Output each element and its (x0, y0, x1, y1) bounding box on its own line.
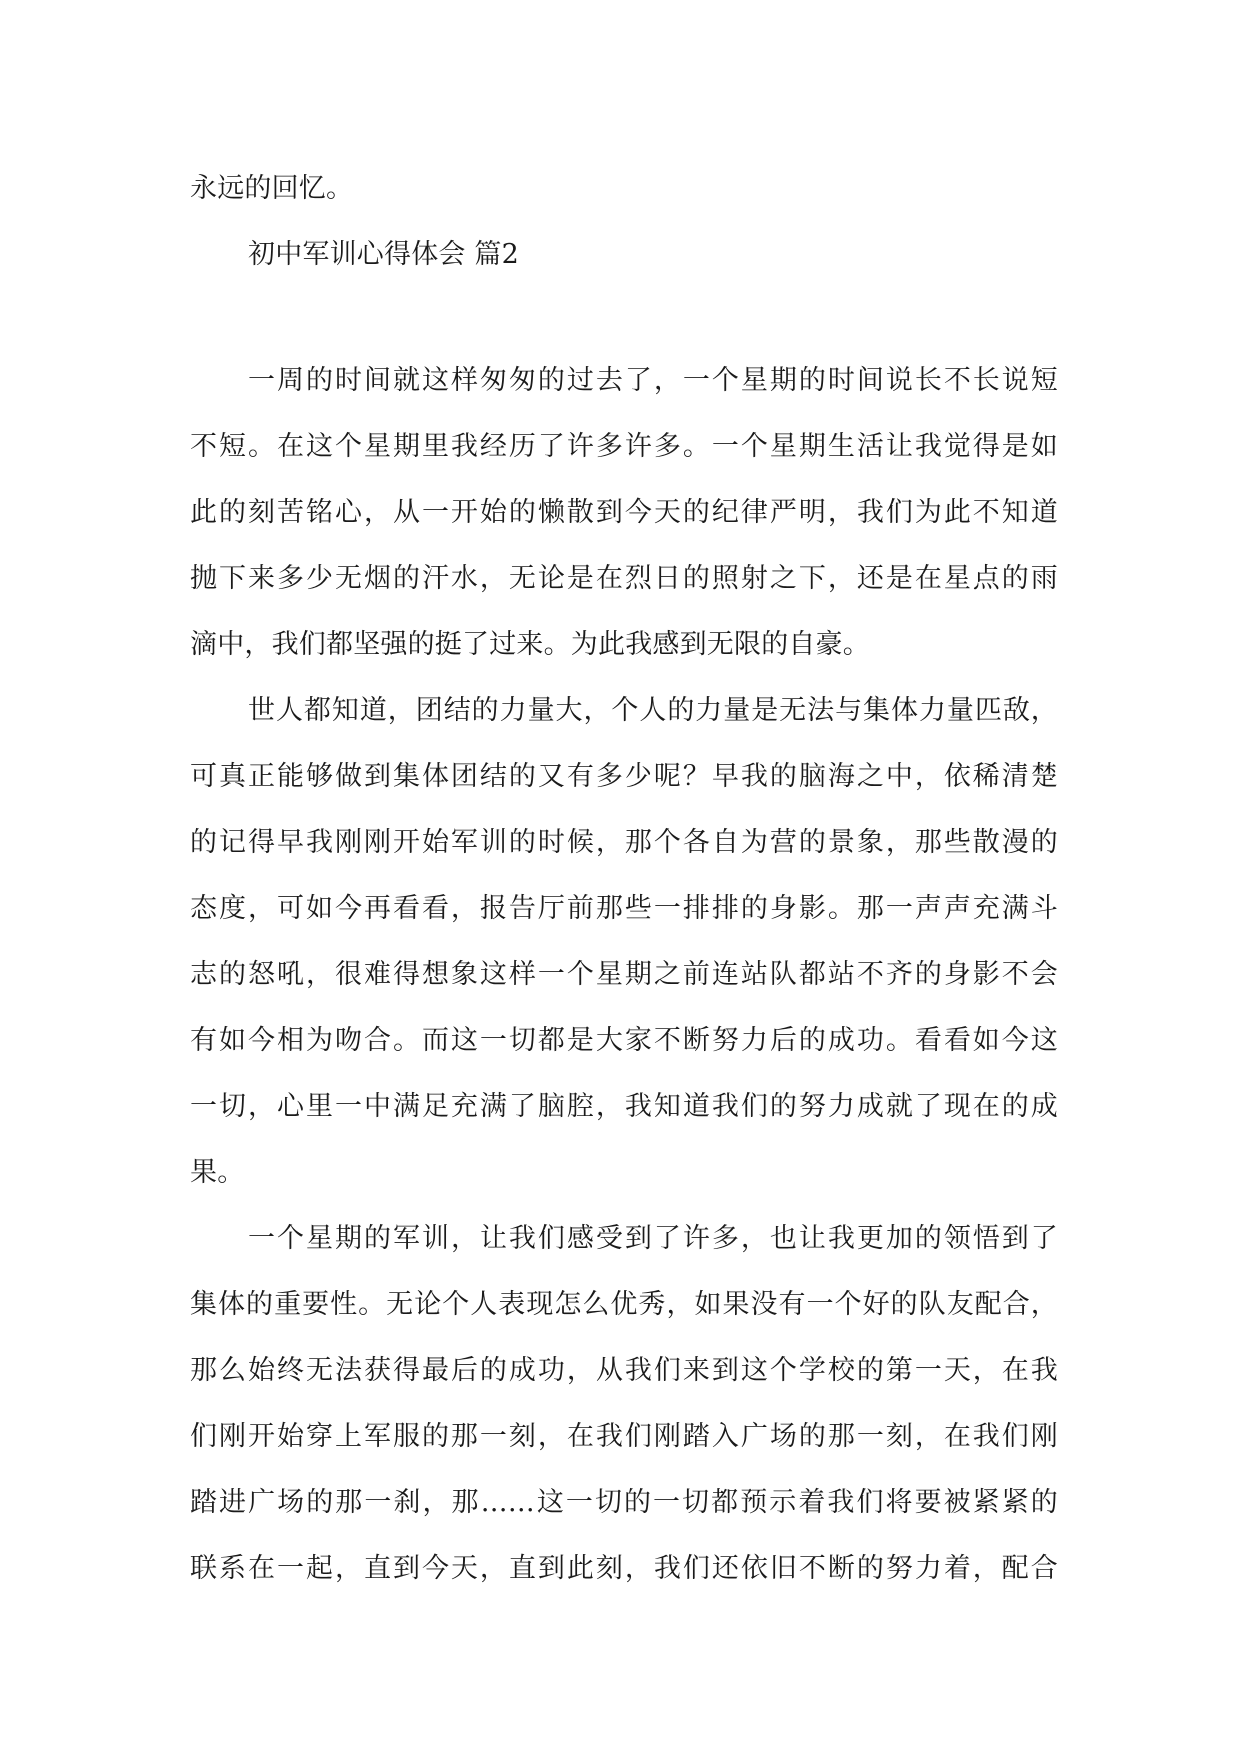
text-line: 一个星期的军训，让我们感受到了许多，也让我更加的领悟到了 (248, 1223, 1058, 1254)
text-line: 集体的重要性。无论个人表现怎么优秀，如果没有一个好的队友配合， (190, 1289, 1058, 1320)
text-line: 踏进广场的那一刹，那……这一切的一切都预示着我们将要被紧紧的 (190, 1487, 1058, 1518)
text-line: 世人都知道，团结的力量大，个人的力量是无法与集体力量匹敌， (248, 695, 1058, 726)
text-line: 此的刻苦铭心，从一开始的懒散到今天的纪律严明，我们为此不知道 (190, 497, 1058, 528)
text-line: 态度，可如今再看看，报告厅前那些一排排的身影。那一声声充满斗 (190, 893, 1058, 924)
text-line: 一切，心里一中满足充满了脑腔，我知道我们的努力成就了现在的成 (190, 1091, 1058, 1122)
text-line: 不短。在这个星期里我经历了许多许多。一个星期生活让我觉得是如 (190, 431, 1058, 462)
text-line: 联系在一起，直到今天，直到此刻，我们还依旧不断的努力着，配合 (190, 1553, 1058, 1584)
document-body (190, 156, 1058, 1602)
text-line: 滴中，我们都坚强的挺了过来。为此我感到无限的自豪。 (190, 629, 870, 660)
text-line: 抛下来多少无烟的汗水，无论是在烈日的照射之下，还是在星点的雨 (190, 563, 1058, 594)
section-heading: 初中军训心得体会 篇2 (248, 239, 519, 270)
text-line: 的记得早我刚刚开始军训的时候，那个各自为营的景象，那些散漫的 (190, 827, 1058, 858)
paragraph-2 (190, 678, 1058, 1206)
text-line: 果。 (190, 1157, 245, 1188)
text-line: 一周的时间就这样匆匆的过去了，一个星期的时间说长不长说短 (248, 365, 1058, 396)
paragraph-3 (190, 1206, 1058, 1602)
text-line: 们刚开始穿上军服的那一刻，在我们刚踏入广场的那一刻，在我们刚 (190, 1421, 1058, 1452)
text-line: 志的怒吼，很难得想象这样一个星期之前连站队都站不齐的身影不会 (190, 959, 1058, 990)
text-line: 那么始终无法获得最后的成功，从我们来到这个学校的第一天，在我 (190, 1355, 1058, 1386)
paragraph-1 (190, 348, 1058, 678)
text-line: 有如今相为吻合。而这一切都是大家不断努力后的成功。看看如今这 (190, 1025, 1058, 1056)
text-line: 永远的回忆。 (190, 173, 354, 204)
text-line: 可真正能够做到集体团结的又有多少呢？早我的脑海之中，依稀清楚 (190, 761, 1058, 792)
blank-space (190, 288, 1058, 348)
